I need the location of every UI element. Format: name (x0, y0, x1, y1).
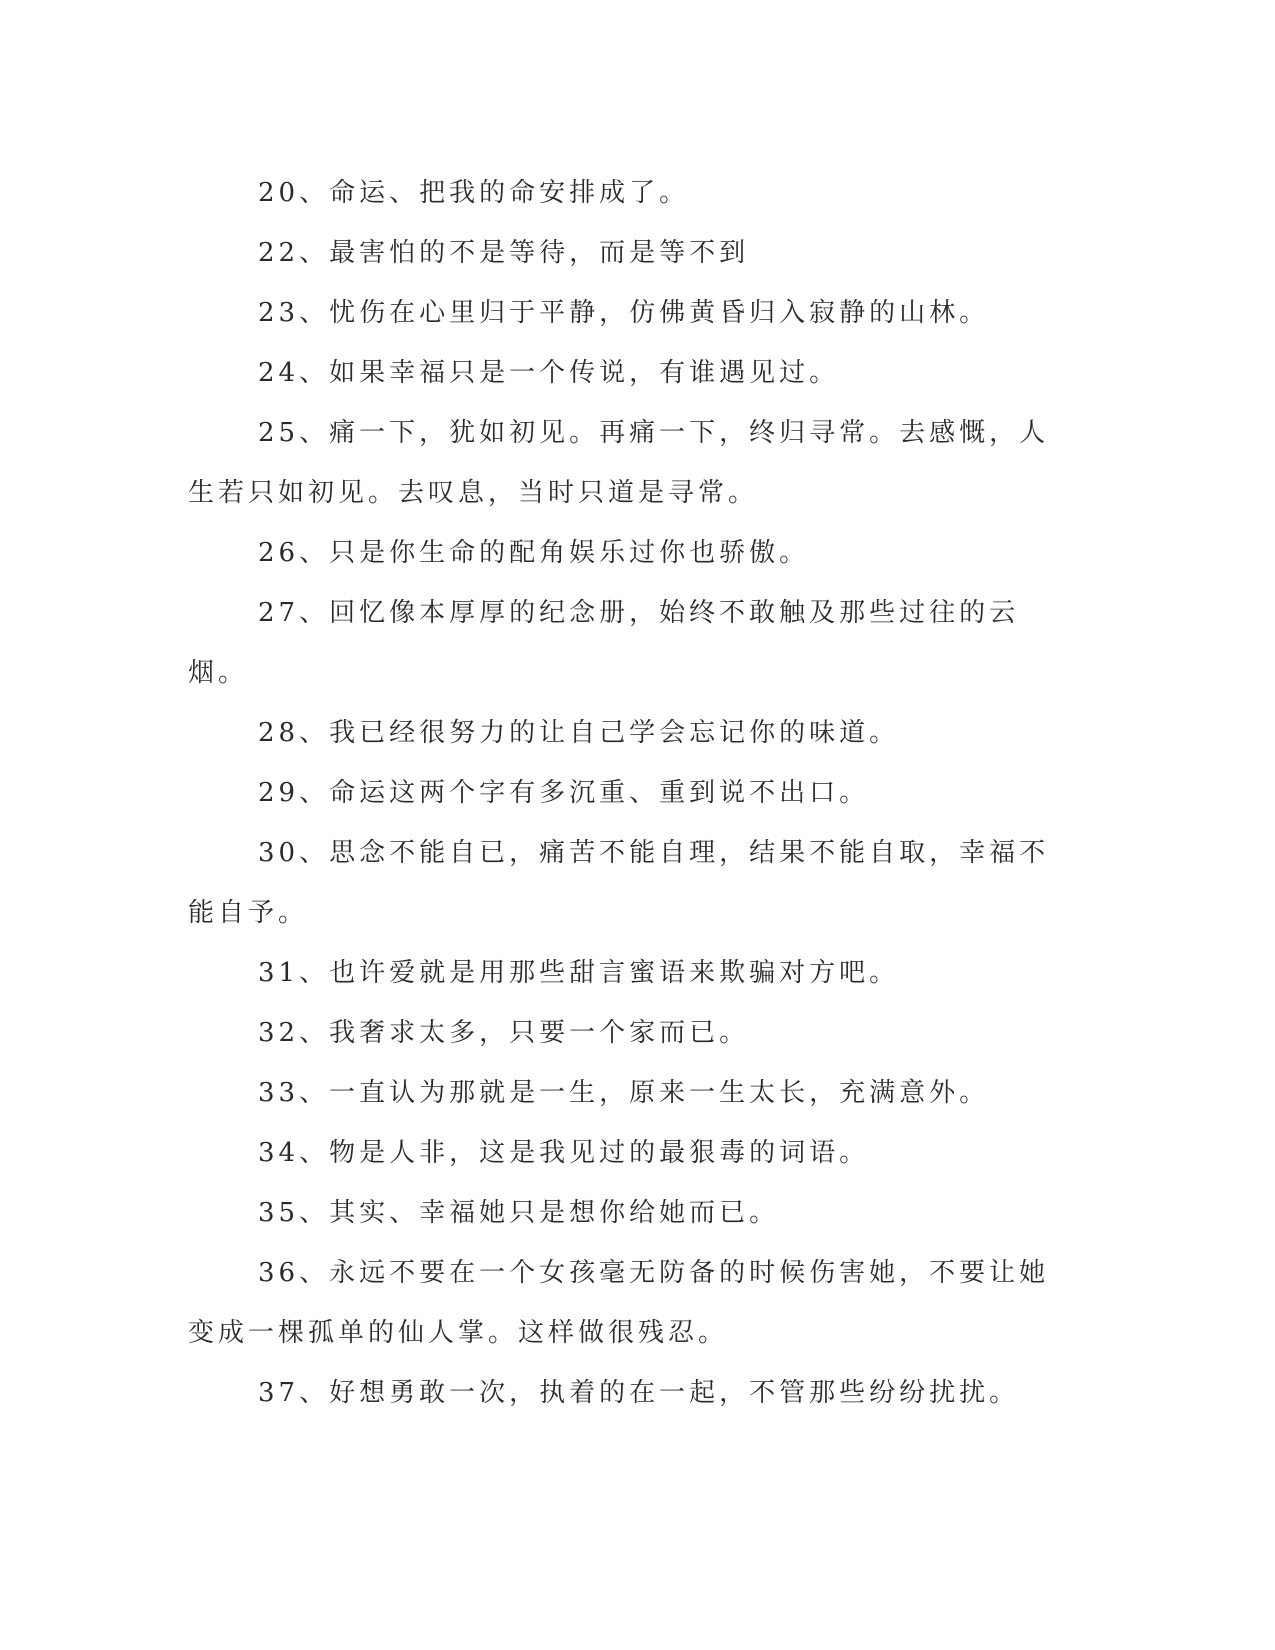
paragraph-33: 33、一直认为那就是一生，原来一生太长，充满意外。 (258, 1078, 990, 1108)
paragraph-27: 27、回忆像本厚厚的纪念册，始终不敢触及那些过往的云烟。 (188, 598, 1020, 688)
paragraph-29: 29、命运这两个字有多沉重、重到说不出口。 (258, 778, 870, 808)
paragraph-24: 24、如果幸福只是一个传说，有谁遇见过。 (258, 358, 840, 388)
paragraph-32: 32、我奢求太多，只要一个家而已。 (258, 1018, 750, 1048)
paragraph-20: 20、命运、把我的命安排成了。 (258, 178, 690, 208)
paragraph-34: 34、物是人非，这是我见过的最狠毒的词语。 (258, 1138, 870, 1168)
paragraph-36: 36、永远不要在一个女孩毫无防备的时候伤害她，不要让她变成一棵孤单的仙人掌。这样做很残忍。 (188, 1258, 1050, 1348)
paragraph-37: 37、好想勇敢一次，执着的在一起，不管那些纷纷扰扰。 (258, 1378, 1020, 1408)
paragraph-31: 31、也许爱就是用那些甜言蜜语来欺骗对方吧。 (258, 958, 900, 988)
paragraph-23: 23、忧伤在心里归于平静，仿佛黄昏归入寂静的山林。 (258, 298, 990, 328)
paragraph-28: 28、我已经很努力的让自己学会忘记你的味道。 (258, 718, 900, 748)
paragraph-25: 25、痛一下，犹如初见。再痛一下，终归寻常。去感慨，人生若只如初见。去叹息，当时只道是寻常。 (188, 418, 1050, 508)
paragraph-35: 35、其实、幸福她只是想你给她而已。 (258, 1198, 780, 1228)
document-body (188, 163, 1078, 1423)
paragraph-30: 30、思念不能自已，痛苦不能自理，结果不能自取，幸福不能自予。 (188, 838, 1050, 928)
paragraph-22: 22、最害怕的不是等待，而是等不到 (258, 238, 750, 268)
paragraph-26: 26、只是你生命的配角娱乐过你也骄傲。 (258, 538, 810, 568)
